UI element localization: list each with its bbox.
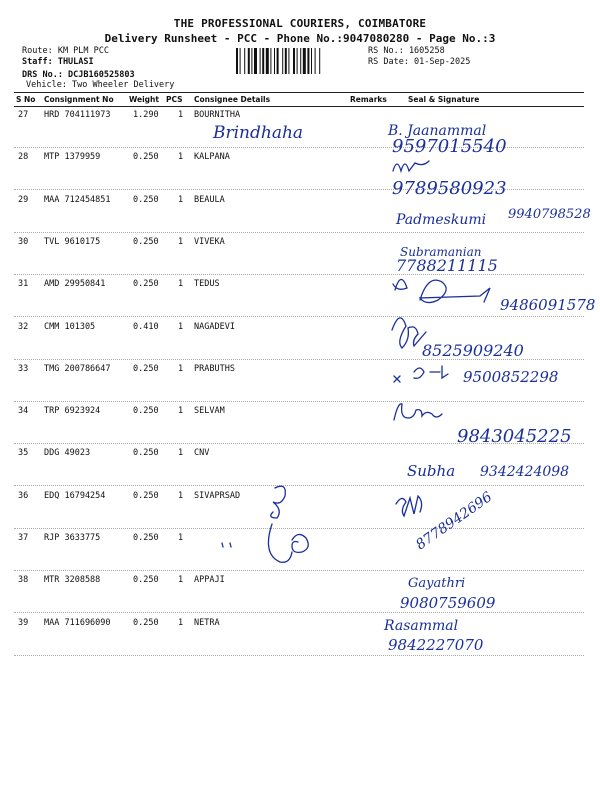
cell-weight: 0.250 xyxy=(133,363,159,374)
cell-consignee: VIVEKA xyxy=(194,236,225,247)
signature-row-34 xyxy=(394,404,442,420)
cell-pcs: 1 xyxy=(178,194,184,205)
cell-consignee: APPAJI xyxy=(194,575,225,586)
signature-row-33 xyxy=(394,366,448,382)
cell-consignment: MTP 1379959 xyxy=(44,152,101,163)
cell-consignment: CMM 101305 xyxy=(44,321,96,332)
cell-consignment: HRD 704111973 xyxy=(44,110,111,120)
phone-row-39: 9842227070 xyxy=(388,636,484,654)
cell-consignee: SELVAM xyxy=(194,406,225,417)
vehicle-label: Vehicle: Two Wheeler Delivery xyxy=(26,80,175,90)
cell-pcs: 1 xyxy=(178,490,184,501)
rs-date: RS Date: 01-Sep-2025 xyxy=(368,57,471,67)
cell-sno: 37 xyxy=(18,533,29,543)
cell-consignee: SIVAPRSAD xyxy=(194,490,241,501)
cell-consignment: TRP 6923924 xyxy=(44,406,101,417)
cell-consignment: EDQ 16794254 xyxy=(44,490,106,501)
cell-pcs: 1 xyxy=(178,110,184,120)
col-seal-signature: Seal & Signature xyxy=(408,95,480,104)
cell-weight: 0.250 xyxy=(133,448,159,459)
phone-row-28: 9789580923 xyxy=(392,178,507,199)
cell-pcs: 1 xyxy=(178,448,184,459)
cell-consignment: DDG 49023 xyxy=(44,448,91,459)
cell-sno: 31 xyxy=(18,279,29,290)
col-pcs: PCS xyxy=(166,95,183,104)
drs-label: DRS No.: DCJB160525803 xyxy=(22,70,135,80)
cell-pcs: 1 xyxy=(178,406,184,417)
cell-pcs: 1 xyxy=(178,575,184,586)
cell-weight: 0.250 xyxy=(133,617,159,628)
cell-consignment: TVL 9610175 xyxy=(44,236,101,247)
cell-sno: 28 xyxy=(18,152,29,163)
handwritten-recipient-name: Brindhaha xyxy=(213,123,304,143)
col-remarks: Remarks xyxy=(350,95,387,104)
cell-consignment: TMG 200786647 xyxy=(44,363,111,374)
signature-row-36 xyxy=(396,496,422,516)
cell-consignee: NETRA xyxy=(194,617,220,628)
phone-row-29: 9940798528 xyxy=(508,207,591,222)
signature-row-38: Gayathri xyxy=(408,576,466,591)
cell-sno: 30 xyxy=(18,236,29,247)
cell-sno: 29 xyxy=(18,194,29,205)
signature-row-35: Subha xyxy=(407,462,456,480)
phone-row-38: 9080759609 xyxy=(400,594,496,612)
cell-pcs: 1 xyxy=(178,617,184,628)
phone-row-36: 8778942696 xyxy=(413,489,496,554)
phone-row-30: 7788211115 xyxy=(396,256,498,275)
cell-sno: 35 xyxy=(18,448,29,459)
cell-sno: 32 xyxy=(18,321,29,332)
cell-weight: 0.250 xyxy=(133,575,159,586)
col-sno: S No xyxy=(16,95,36,104)
scribble-row-37 xyxy=(268,486,308,562)
cell-consignment: MTR 3208588 xyxy=(44,575,101,586)
phone-row-27: 9597015540 xyxy=(392,136,507,157)
cell-pcs: 1 xyxy=(178,279,184,290)
cell-sno: 36 xyxy=(18,490,29,501)
cell-consignee: TEDUS xyxy=(194,279,220,290)
cell-sno: 39 xyxy=(18,617,29,628)
cell-sno: 27 xyxy=(18,110,29,120)
signature-row-32 xyxy=(392,318,426,348)
signature-row-30: Subramanian xyxy=(400,245,482,259)
route-label: Route: KM PLM PCC xyxy=(22,46,109,56)
rs-number: RS No.: 1605258 xyxy=(368,46,445,56)
signature-row-28 xyxy=(393,161,429,171)
cell-consignee: BEAULA xyxy=(194,194,225,205)
cell-sno: 34 xyxy=(18,406,29,417)
signature-row-39: Rasammal xyxy=(384,618,459,634)
cell-weight: 0.250 xyxy=(133,406,159,417)
cell-pcs: 1 xyxy=(178,152,184,163)
cell-pcs: 1 xyxy=(178,236,184,247)
company-title: THE PROFESSIONAL COURIERS, COIMBATORE xyxy=(173,17,427,30)
cell-consignee: PRABUTHS xyxy=(194,363,235,374)
col-consignee: Consignee Details xyxy=(194,95,271,104)
phone-row-31: 9486091578 xyxy=(500,296,596,314)
cell-weight: 0.250 xyxy=(133,194,159,205)
cell-consignment: MAA 711696090 xyxy=(44,617,111,628)
cell-weight: 0.250 xyxy=(133,236,159,247)
cell-consignee: KALPANA xyxy=(194,152,230,163)
staff-label: Staff: THULASI xyxy=(22,56,94,67)
runsheet-subtitle: Delivery Runsheet - PCC - Phone No.:9047080280 - Page No.:3 xyxy=(104,32,496,45)
tick-marks-row-37 xyxy=(222,543,231,547)
phone-row-32: 8525909240 xyxy=(422,341,524,360)
cell-weight: 0.250 xyxy=(133,533,159,543)
cell-consignment: MAA 712454851 xyxy=(44,194,111,205)
cell-weight: 0.250 xyxy=(133,279,159,290)
col-consignment: Consignment No xyxy=(44,95,114,104)
cell-pcs: 1 xyxy=(178,321,184,332)
col-weight: Weight xyxy=(129,95,159,104)
signature-row-29: Padmeskumi xyxy=(396,212,487,228)
cell-pcs: 1 xyxy=(178,533,184,543)
cell-consignment: AMD 29950841 xyxy=(44,279,106,290)
cell-weight: 1.290 xyxy=(133,110,159,120)
signature-row-31 xyxy=(393,279,490,302)
cell-consignee: NAGADEVI xyxy=(194,321,235,332)
cell-weight: 0.250 xyxy=(133,490,159,501)
cell-consignee: BOURNITHA xyxy=(194,110,241,120)
cell-consignee: CNV xyxy=(194,448,210,459)
cell-sno: 38 xyxy=(18,575,29,586)
phone-row-35: 9342424098 xyxy=(480,464,570,480)
phone-row-34: 9843045225 xyxy=(457,426,572,447)
cell-consignment: RJP 3633775 xyxy=(44,533,101,543)
cell-pcs: 1 xyxy=(178,363,184,374)
cell-sno: 33 xyxy=(18,363,29,374)
cell-weight: 0.410 xyxy=(133,321,159,332)
phone-row-33: 9500852298 xyxy=(463,368,559,386)
signature-row-27: B. Jaanammal xyxy=(388,123,487,139)
cell-weight: 0.250 xyxy=(133,152,159,163)
